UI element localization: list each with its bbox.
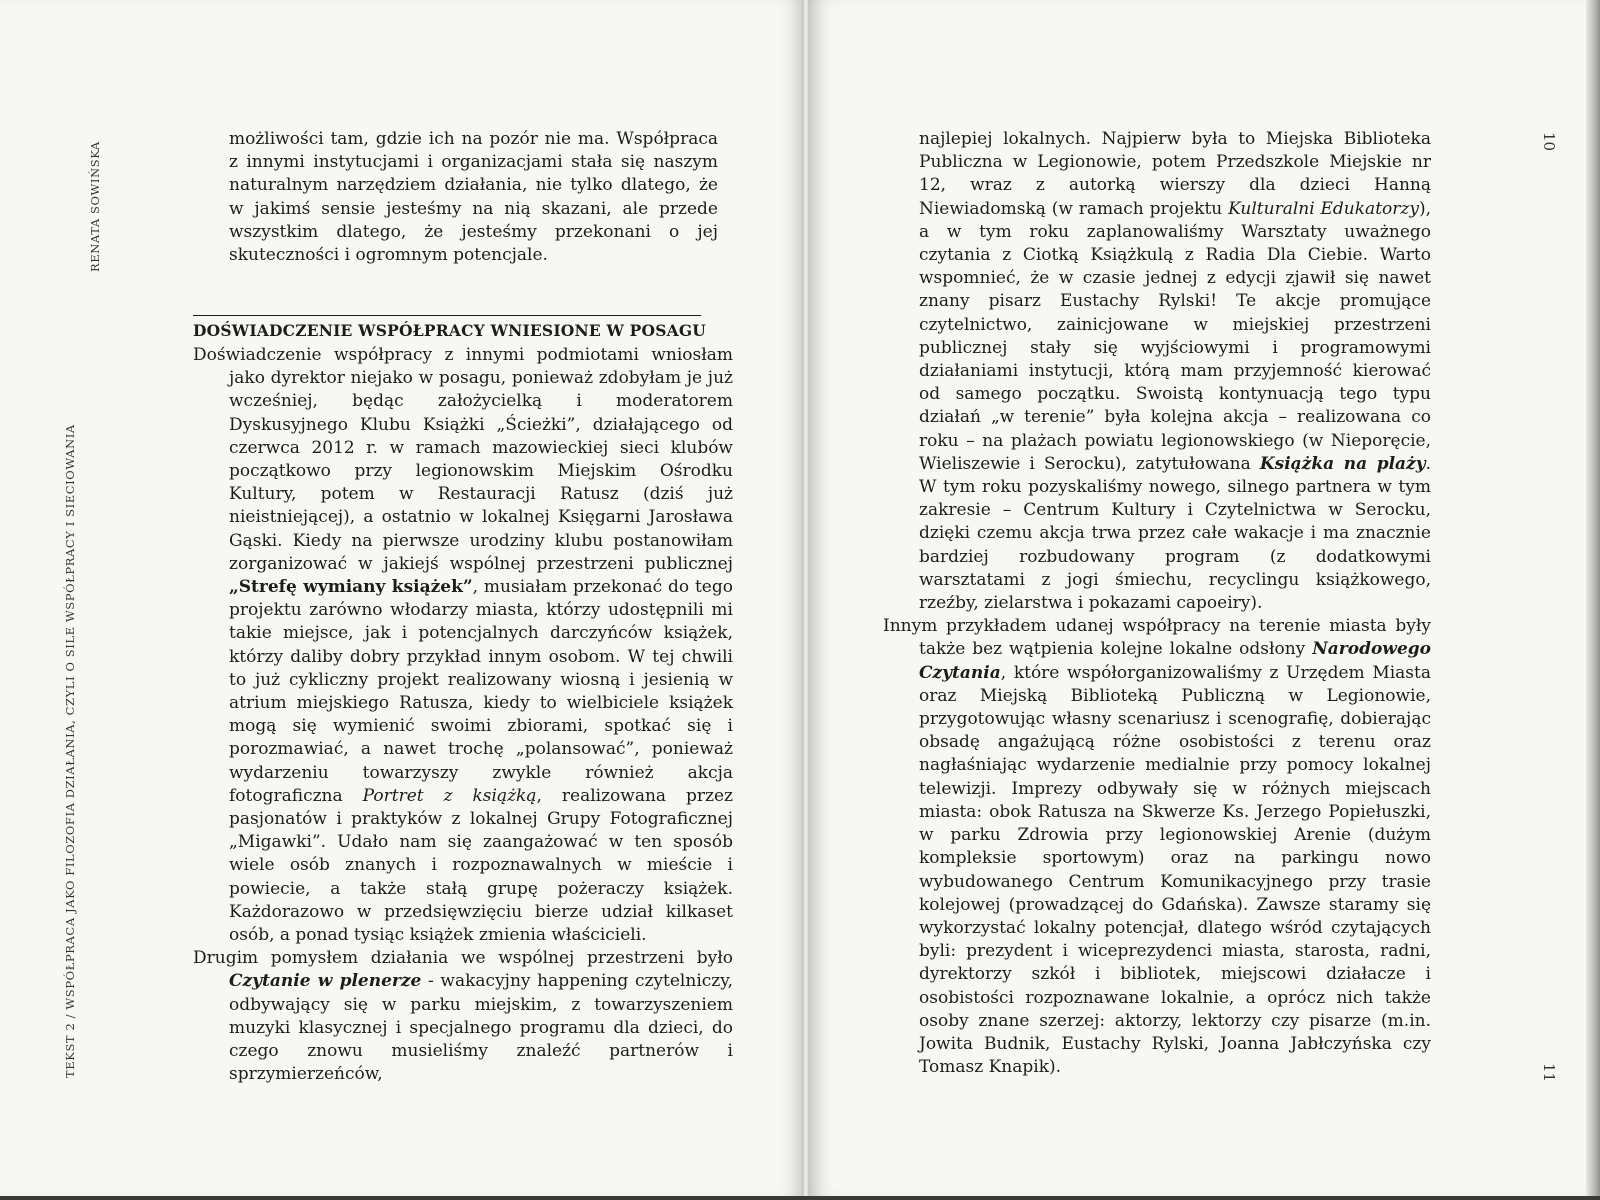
scan-bottom-edge: [0, 1196, 1600, 1200]
section-rule: [193, 315, 701, 316]
left-main-text: [193, 344, 733, 1087]
right-paragraph-1: [883, 128, 1431, 615]
p2-text-c: - wakacyjny happening czytelniczy, odbywający się w parku miejskim, z towarzyszeniem muzyki klasycznej i specjalnego programu dla dzieci, do czego znowu musieliśmy znaleźć partnerów i sprzymierzeńców,: [229, 971, 733, 1085]
p1-text-a: Doświadczenie współpracy z innymi podmiotami wniosłam jako dyrektor niejako w posagu, ponieważ zdobyłam je już wcześniej, będąc założycielką i moderatorem Dyskusyjnego Klubu Książki „Ścieżki”, działającego od czerwca 2012 r. w ramach mazowieckiej sieci klubów początkowo przy legionowskim Miejskim Ośrodku Kultury, potem w Restauracji Ratusz (dziś już nieistniejącej), a ostatnio w lokalnej Księgarni Jarosława Gąski. Kiedy na pierwsze urodziny klubu postanowiłam zorganizować w jakiejś wspólnej przestrzeni publicznej: [193, 345, 733, 574]
page-edge: [1586, 0, 1600, 1197]
rp1-text-c: ), a w tym roku zaplanowaliśmy Warsztaty uważnego czytania z Ciotką Książkulą z Radia Dla Ciebie. Warto wspomnieć, że w czasie jednej z edycji zjawił się nawet znany pisarz Eustachy Rylski! Te akcje promujące czytelnictwo, zainicjowane w miejskiej przestrzeni publicznej stały się wyjściowymi i programowymi działaniami instytucji, którą mam przyjemność kierować od samego początku. Swoistą kontynuacją tego typu działań „w terenie” była kolejna akcja – realizowana co roku – na plażach powiatu legionowskiego (w Nieporęcie, Wieliszewie i Serocku), zatytułowana: [919, 198, 1431, 474]
rp1-bolditalic-plaza: Książka na plaży: [1259, 453, 1426, 474]
page-number-right: 11: [1540, 1063, 1558, 1083]
running-head-author: RENATA SOWIŃSKA: [88, 141, 102, 272]
intro-text: możliwości tam, gdzie ich na pozór nie ma. Współpraca z innymi instytucjami i organizacjami stała się naszym naturalnym narzędziem działania, nie tylko dlatego, że w jakimś sensie jesteśmy na nią skazani, ale przede wszystkim dlatego, że jesteśmy przekonani o jej skuteczności i ogromnym potencjale.: [229, 129, 718, 266]
p1-text-e: , realizowana przez pasjonatów i praktyków z lokalnej Grupy Fotograficznej „Migawki”. Udało nam się zaangażować w ten sposób wiele osób znanych i rozpoznawalnych w mieście i powiecie, a także stałą grupę pożeraczy książek. Każdorazowo w przedsięwzięciu bierze udział kilkaset osób, a ponad tysiąc książek zmienia właścicieli.: [229, 785, 734, 946]
p1-italic-portret: Portret z książką: [362, 785, 537, 806]
right-paragraph-2: [883, 615, 1431, 1079]
rp2-bolditalic-narodowe: Narodowego Czytania: [919, 639, 1431, 683]
p2-text-a: Drugim pomysłem działania we wspólnej przestrzeni było: [193, 948, 733, 969]
right-page: [808, 0, 1600, 1197]
running-head-title: TEKST 2 / WSPÓŁPRACA JAKO FILOZOFIA DZIAŁANIA, CZYLI O SILE WSPÓŁPRACY I SIECIOWANIA: [63, 424, 77, 1078]
rp1-italic-edukatorzy: Kulturalni Edukatorzy: [1228, 198, 1419, 219]
right-main-text: [883, 128, 1431, 1079]
rp1-text-a: najlepiej lokalnych. Najpierw była to Miejska Biblioteka Publiczna w Legionowie, potem Przedszkole Miejskie nr 12, wraz z autorką wierszy dla dzieci Hanną Niewiadomską (w ramach projektu: [919, 129, 1431, 219]
intro-paragraph: [193, 128, 718, 267]
section-title: DOŚWIADCZENIE WSPÓŁPRACY WNIESIONE W POSAGU: [193, 321, 706, 340]
p1-bold-strefa: „Strefę wymiany książek”: [229, 577, 473, 598]
rp2-text-a: Innym przykładem udanej współpracy na terenie miasta były także bez wątpienia kolejne lokalne odsłony: [883, 616, 1431, 660]
p1-text-c: , musiałam przekonać do tego projektu zarówno włodarzy miasta, którzy udostępnili mi takie miejsce, jak i potencjalnych darczyńców książek, którzy daliby dobry przykład innym osobom. W tej chwili to już cykliczny projekt realizowany wiosną i jesienią w atrium miejskiego Ratusza, kiedy to wielbiciele książek mogą się wymienić swoimi zbiorami, spotkać się i porozmawiać, a nawet trochę „polansować”, ponieważ wydarzeniu towarzyszy zwykle również akcja fotograficzna: [229, 577, 733, 806]
rp1-text-e: . W tym roku pozyskaliśmy nowego, silnego partnera w tym zakresie – Centrum Kultury i Czytelnictwa w Serocku, dzięki czemu akcja trwa przez całe wakacje i ma znacznie bardziej rozbudowany program (z dodatkowymi warsztatami z jogi śmiechu, recyclingu książkowego, rzeźby, zielarstwa i pokazami capoeiry).: [919, 453, 1431, 614]
p2-bolditalic-czytanie: Czytanie w plenerze: [229, 971, 422, 992]
paragraph-1: [193, 344, 733, 947]
page-number-left: 10: [1540, 132, 1558, 152]
paragraph-2: [193, 947, 733, 1086]
rp2-text-c: , które współorganizowaliśmy z Urzędem Miasta oraz Miejską Biblioteką Publiczną w Legionowie, przygotowując własny scenariusz i scenografię, dobierając obsadę angażującą różne osobistości z terenu oraz nagłaśniając wydarzenie medialnie przy pomocy lokalnej telewizji. Imprezy odbywały się w różnych miejscach miasta: obok Ratusza na Skwerze Ks. Jerzego Popiełuszki, w parku Zdrowia przy legionowskiej Arenie (dużym kompleksie sportowym) oraz na parkingu nowo wybudowanego Centrum Komunikacyjnego przy trasie kolejowej (prowadzącej do Gdańska). Zawsze staramy się wykorzystać lokalny potencjał, dlatego wśród czytających byli: prezydent i wiceprezydenci miasta, starosta, radni, dyrektorzy szkół i bibliotek, miejscowi działacze i osobistości rozpoznawane lokalnie, a oprócz nich także osoby znane szerzej: aktorzy, lektorzy czy pisarze (m.in. Jowita Budnik, Eustachy Rylski, Joanna Jabłczyńska czy Tomasz Knapik).: [919, 662, 1431, 1078]
